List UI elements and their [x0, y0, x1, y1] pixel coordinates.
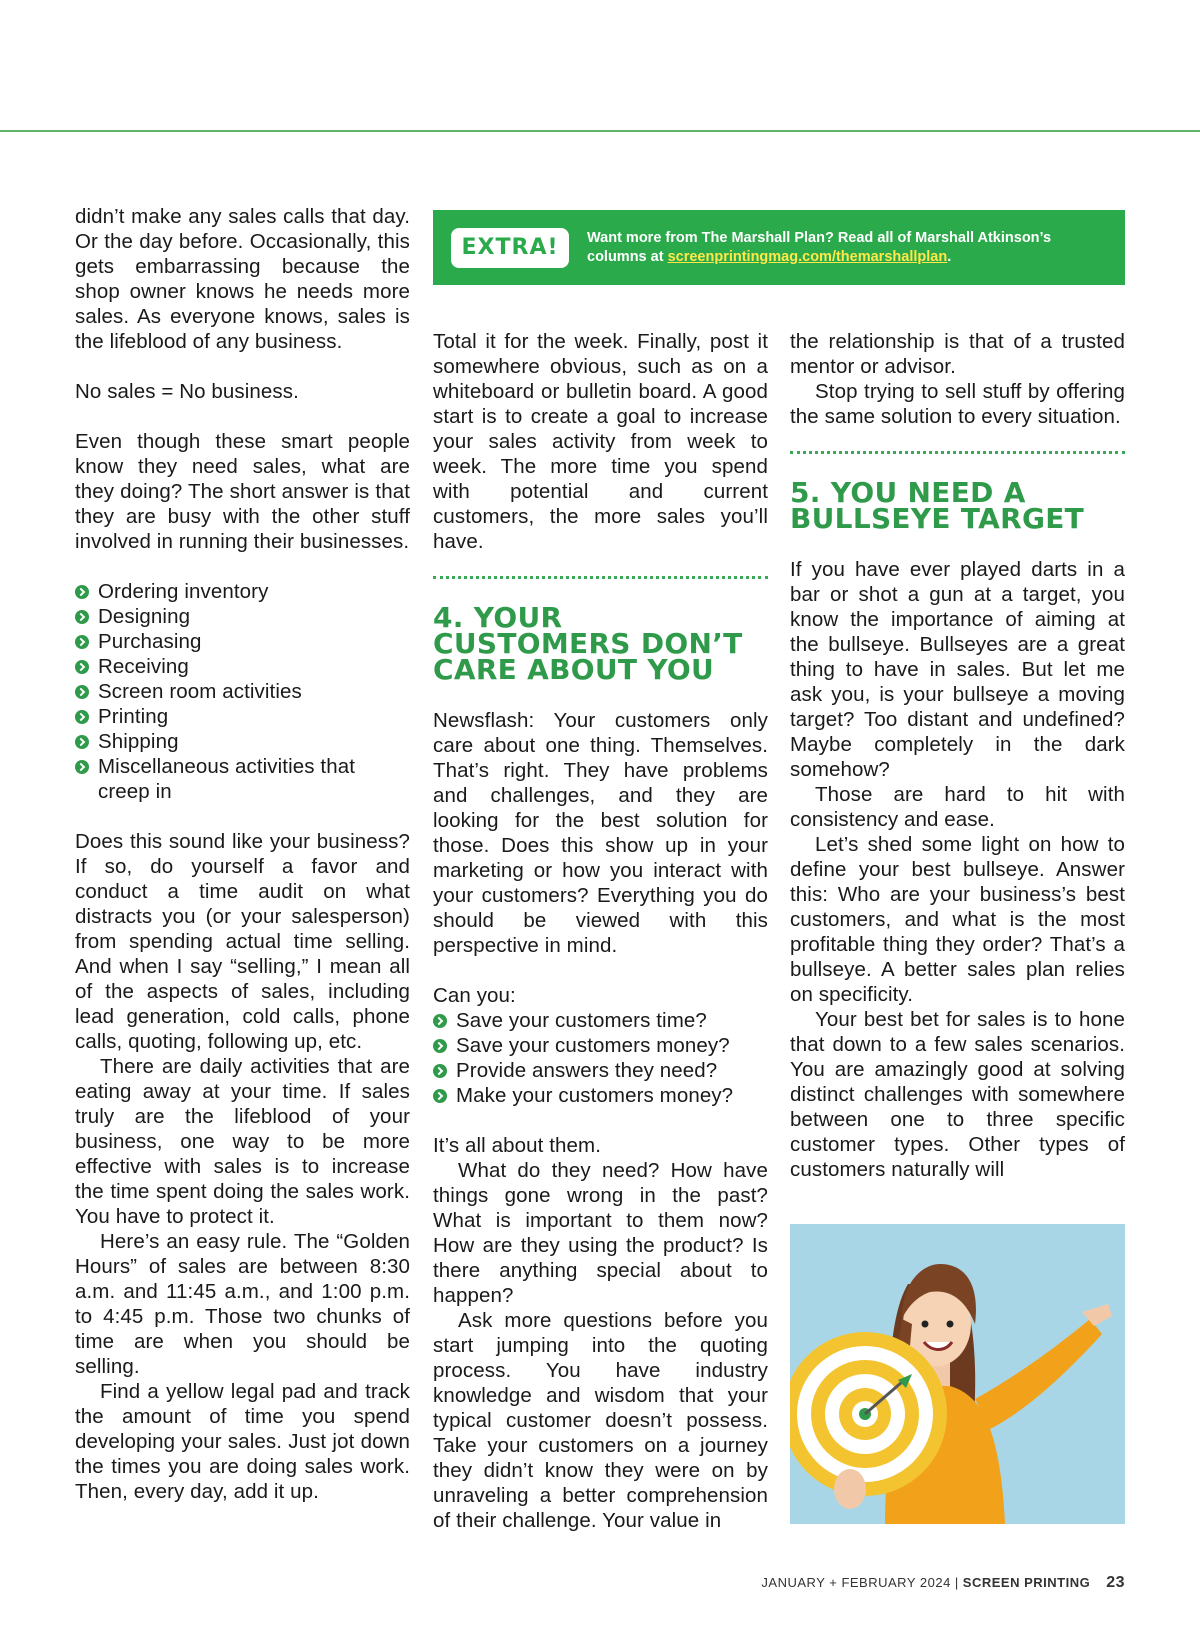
activities-list: [75, 579, 410, 804]
arrow-bullet-icon: [433, 1064, 447, 1078]
top-rule: [0, 130, 1200, 132]
arrow-bullet-icon: [75, 685, 89, 699]
list-item: [75, 654, 410, 679]
extra-line-1: Want more from The Marshall Plan? Read all of Marshall Atkinson’s: [587, 229, 1052, 246]
col3-paragraph-5: Let’s shed some light on how to define your best bullseye. Answer this: Who are your business’s best customers, and what is the most profitable thing they order? That’s a bullseye. A better sales plan relies on specificity.: [790, 833, 1125, 1006]
col3-paragraph-4: Those are hard to hit with consistency and ease.: [790, 783, 1125, 831]
col2-paragraph-2: Newsflash: Your customers only care about one thing. Themselves. That’s right. They have problems and challenges, and they are looking for the best solution for those. Does this show up in your marketing or how you interact with your customers? Everything you do should be viewed with this perspective in mind.: [433, 709, 768, 957]
col1-paragraph-7: Find a yellow legal pad and track the amount of time you spend developing your sales. Just jot down the times you are doing sales work. Then, every day, add it up.: [75, 1380, 410, 1503]
list-item: [433, 1083, 768, 1108]
arrow-bullet-icon: [433, 1039, 447, 1053]
arrow-bullet-icon: [433, 1089, 447, 1103]
arrow-bullet-icon: [75, 735, 89, 749]
list-item: [75, 704, 410, 729]
arrow-bullet-icon: [75, 660, 89, 674]
arrow-bullet-icon: [75, 585, 89, 599]
extra-text: [587, 229, 1051, 267]
list-item-text: Screen room activities: [98, 680, 302, 703]
list-item-text: Purchasing: [98, 630, 202, 653]
col3-paragraph-3: If you have ever played darts in a bar or shot a gun at a target, you know the importance of aiming at the bullseye. Bullseyes are a great thing to have in sales. But let me ask you, is your bullseye a moving target? Too distant and undefined? Maybe completely in the dark somehow?: [790, 558, 1125, 781]
col1-paragraph-1: didn’t make any sales calls that day. Or the day before. Occasionally, this gets embarrassing because the shop owner knows he needs more sales. As everyone knows, sales is the lifeblood of any business.: [75, 205, 410, 353]
list-item: [433, 1008, 768, 1033]
section-heading-4: 4. YOUR CUSTOMERS DON’T CARE ABOUT YOU: [433, 601, 743, 686]
col1-paragraph-2: No sales = No business.: [75, 380, 299, 403]
column-3: [790, 329, 1125, 1182]
section-divider: [433, 576, 768, 579]
col2-paragraph-3: Can you:: [433, 984, 516, 1007]
questions-list: [433, 1008, 768, 1108]
list-item-text: Provide answers they need?: [456, 1059, 718, 1082]
arrow-bullet-icon: [433, 1014, 447, 1028]
list-item-text: Ordering inventory: [98, 580, 269, 603]
list-item: [433, 1033, 768, 1058]
col3-paragraph-6: Your best bet for sales is to hone that down to a few sales scenarios. You are amazingly good at solving distinct challenges with somewhere between one to three specific customer types. Other types of customers naturally will: [790, 1008, 1125, 1181]
arrow-bullet-icon: [75, 760, 89, 774]
woman-with-target-icon: [790, 1224, 1125, 1524]
issue-date: JANUARY + FEBRUARY 2024 |: [761, 1575, 959, 1590]
list-item: [75, 629, 410, 654]
columns-link[interactable]: screenprintingmag.com/themarshallplan: [667, 248, 948, 265]
col2-paragraph-4: It’s all about them.: [433, 1134, 601, 1157]
list-item-text: Shipping: [98, 730, 179, 753]
section-divider: [790, 451, 1125, 454]
arrow-bullet-icon: [75, 610, 89, 624]
list-item-text: Miscellaneous activities that creep in: [98, 755, 355, 803]
list-item: [75, 679, 410, 704]
list-item: [433, 1058, 768, 1083]
extra-badge: EXTRA!: [451, 228, 569, 268]
extra-line-2-suffix: .: [947, 248, 952, 265]
magazine-name: SCREEN PRINTING: [962, 1575, 1091, 1590]
list-item-text: Save your customers money?: [456, 1034, 730, 1057]
bullseye-illustration: [790, 1224, 1125, 1524]
column-2: [433, 329, 768, 1533]
arrow-bullet-icon: [75, 635, 89, 649]
list-item: [75, 579, 410, 604]
col2-paragraph-6: Ask more questions before you start jumping into the quoting process. You have industry knowledge and wisdom that your typical customer doesn’t possess. Take your customers on a journey they didn’t know they were on by unraveling a better comprehension of their challenge. Your value in: [433, 1309, 768, 1532]
list-item-text: Receiving: [98, 655, 189, 678]
col1-paragraph-5: There are daily activities that are eating away at your time. If sales truly are the lifeblood of your business, one way to be more effective with sales is to increase the time spent doing the sales work. You have to protect it.: [75, 1055, 410, 1228]
extra-line-2: [587, 248, 1051, 267]
page-number: 23: [1106, 1574, 1125, 1591]
col1-paragraph-6: Here’s an easy rule. The “Golden Hours” of sales are between 8:30 a.m. and 11:45 a.m., and 1:00 p.m. to 4:45 p.m. Those two chunks of time are when you should be selling.: [75, 1230, 410, 1378]
list-item-text: Printing: [98, 705, 169, 728]
list-item: [75, 604, 410, 629]
col3-paragraph-2: Stop trying to sell stuff by offering the same solution to every situation.: [790, 380, 1125, 428]
list-item: [75, 754, 410, 804]
section-heading-5: 5. YOU NEED A BULLSEYE TARGET: [790, 476, 1085, 535]
list-item: [75, 729, 410, 754]
extra-callout: [433, 210, 1125, 285]
extra-line-2-prefix: columns at: [587, 248, 668, 265]
list-item-text: Make your customers money?: [456, 1084, 734, 1107]
col1-paragraph-3: Even though these smart people know they need sales, what are they doing? The short answer is that they are busy with the other stuff involved in running their businesses.: [75, 430, 410, 553]
col3-paragraph-1: the relationship is that of a trusted mentor or advisor.: [790, 330, 1125, 378]
col2-paragraph-5: What do they need? How have things gone wrong in the past? What is important to them now? How are they using the product? Is there anything special about to happen?: [433, 1159, 768, 1307]
list-item-text: Designing: [98, 605, 191, 628]
list-item-text: Save your customers time?: [456, 1009, 707, 1032]
col2-paragraph-1: Total it for the week. Finally, post it somewhere obvious, such as on a whiteboard or bulletin board. A good start is to create a goal to increase your sales activity from week to week. The more time you spend with potential and current customers, the more sales you’ll have.: [433, 330, 768, 553]
arrow-bullet-icon: [75, 710, 89, 724]
page-footer: [761, 1574, 1125, 1592]
column-1: [75, 204, 410, 1504]
col1-paragraph-4: Does this sound like your business? If so, do yourself a favor and conduct a time audit on what distracts you (or your salesperson) from spending actual time selling. And when I say “selling,” I mean all of the aspects of sales, including lead generation, cold calls, phone calls, quoting, following up, etc.: [75, 830, 410, 1053]
